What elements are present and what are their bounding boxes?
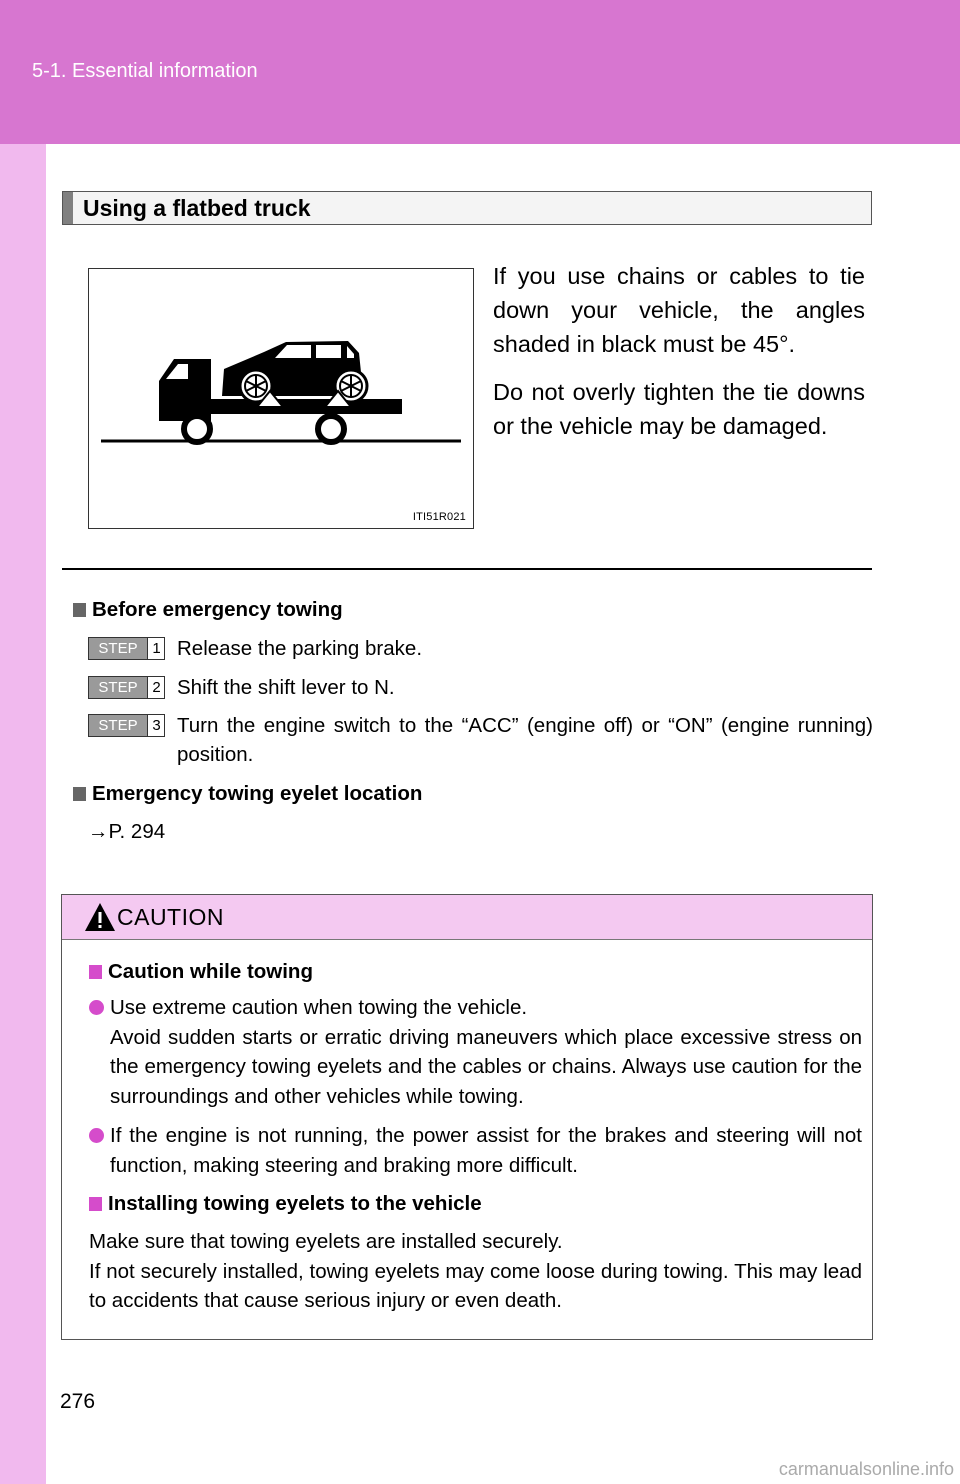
section-title: Using a flatbed truck [83, 195, 311, 221]
eyelet-location-heading: Emergency towing eyelet location [73, 782, 422, 806]
step-2 [88, 673, 873, 702]
illustration-code: ITI51R021 [412, 511, 466, 523]
side-strip [0, 144, 46, 1484]
step-badge: STEP 1 [88, 637, 165, 660]
step-text: Release the parking brake. [177, 637, 423, 660]
caution-bullet-extreme: Use extreme caution when towing the vehicle. Avoid sudden starts or erratic driving maneuvers which place excessive stress on the emergency towing eyelets and the cables or chains. Always use caution for the surroundings and other vehicles while towing. [89, 993, 862, 1111]
flatbed-truck-icon [89, 269, 475, 530]
warning-icon [84, 901, 116, 933]
section-title-bar [62, 191, 872, 225]
caution-heading-eyelets: Installing towing eyelets to the vehicle [89, 1192, 482, 1216]
flatbed-truck-illustration [88, 268, 474, 529]
step-text: Shift the shift lever to N. [177, 676, 395, 699]
flatbed-paragraph-tighten: Do not overly tighten the tie downs or the vehicle may be damaged. [493, 379, 865, 439]
caution-eyelets-text: Make sure that towing eyelets are installed securely. If not securely installed, towing eyelets may come loose during towing. This may lead to accidents that cause serious injury or even death. [89, 1230, 862, 1312]
step-1 [88, 634, 873, 663]
caution-bullet-engine: If the engine is not running, the power assist for the brakes and steering will not function, making steering and braking more difficult. [89, 1121, 862, 1180]
page-header [0, 0, 960, 144]
flatbed-description [493, 259, 865, 443]
before-towing-heading: Before emergency towing [73, 598, 343, 622]
step-3 [88, 711, 873, 769]
page-number: 276 [60, 1390, 96, 1413]
section-breadcrumb: 5-1. Essential information [32, 60, 258, 82]
step-text: Turn the engine switch to the “ACC” (engine off) or “ON” (engine running) position. [177, 714, 873, 766]
circle-bullet-icon [89, 1128, 104, 1143]
caution-header [62, 895, 872, 940]
caution-title: CAUTION [117, 904, 224, 930]
flatbed-paragraph-angles: If you use chains or cables to tie down your vehicle, the angles shaded in black must be 45°. [493, 263, 865, 357]
step-badge: STEP 3 [88, 714, 165, 737]
step-badge: STEP 2 [88, 676, 165, 699]
section-title-accent [63, 192, 73, 224]
circle-bullet-icon [89, 1000, 104, 1015]
square-bullet-icon [89, 965, 102, 979]
caution-box [61, 894, 873, 1340]
square-bullet-icon [73, 787, 86, 801]
section-divider [62, 568, 872, 570]
square-bullet-icon [73, 603, 86, 617]
square-bullet-icon [89, 1197, 102, 1211]
watermark: carmanualsonline.info [778, 1459, 954, 1479]
page-reference-link[interactable]: →P. 294 [88, 820, 166, 843]
caution-heading-towing: Caution while towing [89, 960, 313, 984]
